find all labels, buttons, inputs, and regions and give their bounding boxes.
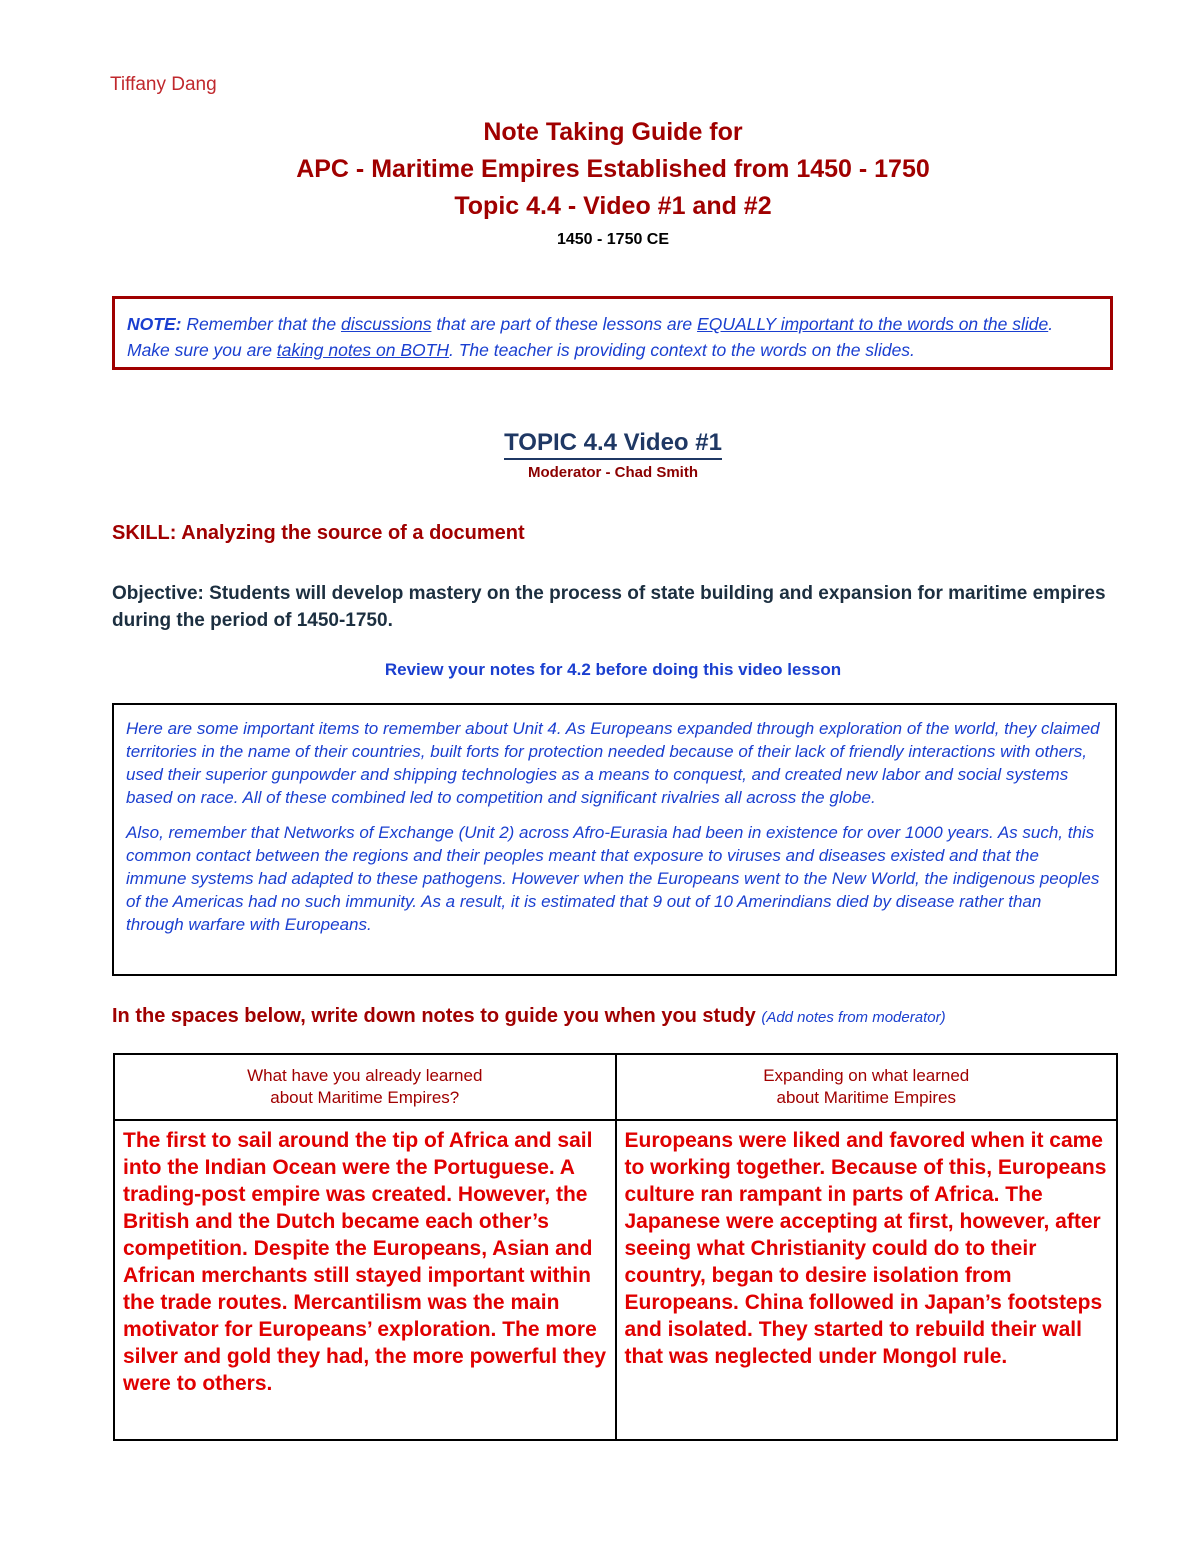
header-col1-line1: What have you already learned — [247, 1066, 483, 1085]
header-col2-line1: Expanding on what learned — [763, 1066, 970, 1085]
title-line-3: Topic 4.4 - Video #1 and #2 — [454, 192, 772, 220]
table-header-col1 — [114, 1054, 616, 1120]
note-underline-equally: EQUALLY important to the words on the slide — [697, 314, 1049, 334]
skill-heading: SKILL: Analyzing the source of a document — [112, 522, 525, 544]
note-label: NOTE: — [127, 314, 182, 334]
title-line-2: APC - Maritime Empires Established from 1450 - 1750 — [296, 155, 930, 183]
document-title — [0, 114, 1200, 249]
instructions-heading — [112, 1005, 946, 1028]
table-row — [114, 1120, 1117, 1440]
objective-text: Objective: Students will develop mastery on the process of state building and expansion for maritime empires during the period of 1450-1750. — [112, 583, 1106, 631]
instructions-sub: (Add notes from moderator) — [761, 1009, 946, 1026]
topic-heading: TOPIC 4.4 Video #1 — [504, 428, 722, 460]
table-header-col2 — [616, 1054, 1118, 1120]
topic-section-header — [0, 428, 1200, 481]
notes-cell-learned[interactable]: The first to sail around the tip of Africa and sail into the Indian Ocean were the Portuguese. A trading-post empire was created. However, the British and the Dutch became each other’s competition. Despite the Europeans, Asian and African merchants still stayed important within the trade routes. Mercantilism was the main motivator for Europeans’ exploration. The more silver and gold they had, the more powerful they were to others. — [114, 1120, 616, 1440]
title-line-1: Note Taking Guide for — [483, 118, 743, 146]
info-box — [112, 703, 1117, 976]
author-name: Tiffany Dang — [110, 74, 217, 95]
note-underline-discussions: discussions — [340, 314, 432, 334]
instructions-main: In the spaces below, write down notes to guide you when you study — [112, 1005, 762, 1027]
table-header-row — [114, 1054, 1117, 1120]
note-text: . Make sure you are — [127, 314, 1054, 360]
info-paragraph-1: Here are some important items to remember about Unit 4. As Europeans expanded through exploration of the world, they claimed territories in the name of their countries, built forts for protection needed because of their lack of friendly interactions with others, used their superior gunpowder and shipping technologies as a means to conquest, and created new labor and social systems based on race. All of these combined led to competition and significant rivalries all across the globe. — [126, 719, 1100, 807]
header-col2-line2: about Maritime Empires — [776, 1088, 956, 1107]
date-range: 1450 - 1750 CE — [556, 231, 670, 248]
note-underline-both: taking notes on BOTH — [276, 340, 449, 360]
note-text: that are part of these lessons are — [431, 314, 698, 334]
notes-table — [113, 1053, 1118, 1441]
note-box — [112, 296, 1113, 370]
review-reminder: Review your notes for 4.2 before doing this video lesson — [384, 660, 842, 679]
note-text: Remember that the — [181, 314, 341, 334]
moderator-name: Moderator - Chad Smith — [527, 464, 698, 481]
info-paragraph-2: Also, remember that Networks of Exchange (Unit 2) across Afro-Eurasia had been in existence for over 1000 years. As such, this common contact between the regions and their peoples meant that exposure to viruses and diseases existed and that the immune systems had adapted to these pathogens. However when the Europeans went to the New World, the indigenous peoples of the Americas had no such immunity. As a result, it is estimated that 9 out of 10 Amerindians died by disease rather than through warfare with Europeans. — [126, 823, 1100, 934]
header-col1-line2: about Maritime Empires? — [270, 1088, 460, 1107]
note-text: . The teacher is providing context to the words on the slides. — [448, 340, 915, 360]
notes-cell-expanding[interactable]: Europeans were liked and favored when it came to working together. Because of this, Europeans culture ran rampant in parts of Africa. The Japanese were accepting at first, however, after seeing what Christianity could do to their country, began to desire isolation from Europeans. China followed in Japan’s footsteps and isolated. They started to rebuild their wall that was neglected under Mongol rule. — [616, 1120, 1118, 1440]
